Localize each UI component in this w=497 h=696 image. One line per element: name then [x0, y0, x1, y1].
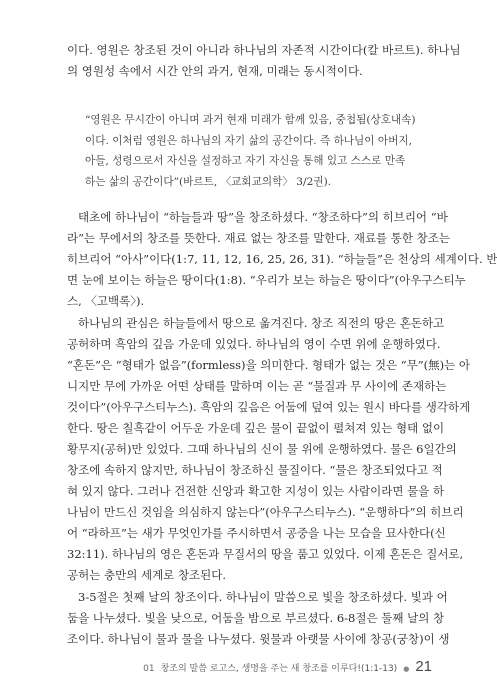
text-line: 한다. 땅은 칠흑같이 어두운 가운데 깊은 물이 끝없이 펼쳐져 있는 형태 없이 [67, 421, 445, 435]
quote-line: 아들, 성령으로서 자신을 설정하고 자기 자신을 통해 있고 스스로 만족 [85, 155, 406, 167]
text-line: 32:11). 하나님의 영은 혼돈과 무질서의 땅을 품고 있었다. 이제 혼돈은 질서로, [67, 547, 464, 561]
quote-line: 하는 삶의 공간이다”(바르트, 〈교회교의학〉 3/2권). [85, 175, 332, 188]
text-line: “혼돈”은 “형태가 없음”(formless)을 의미한다. 형태가 없는 것은 “무”(無)는 아 [67, 358, 470, 372]
text-line: 황무지(공허)만 있었다. 그때 하나님의 신이 물 위에 운행하였다. 물은 6일간의 [67, 442, 457, 456]
paragraph-top [67, 40, 461, 82]
text-line: 니지만 무에 가까운 어떤 상태를 말하며 이는 곧 “물질과 무 사이에 존재하는 [67, 379, 447, 393]
block-quote [85, 110, 421, 192]
page-number: 21 [415, 658, 432, 675]
page-footer [143, 658, 432, 675]
text-line: 이다. 영원은 창조된 것이 아니라 하나님의 자존적 시간이다(칼 바르트). 하나님 [67, 43, 461, 57]
text-line: 공허하며 흑암의 깊음 가운데 있었다. 하나님의 영이 수면 위에 운행하였다. [67, 337, 441, 351]
bullet-icon: ● [403, 665, 410, 673]
text-line: 공허는 충만의 세계로 창조된다. [67, 568, 227, 582]
text-line: 의 영원성 속에서 시간 안의 과거, 현재, 미래는 동시적이다. [67, 64, 363, 78]
text-line: 면 눈에 보이는 하늘은 땅이다(1:8). “우리가 보는 하늘은 땅이다”(아우구스티누 [67, 273, 466, 287]
text-line: 둠을 나누셨다. 빛을 낮으로, 어둠을 밤으로 부르셨다. 6-8절은 둘째 날의 창 [67, 611, 445, 625]
text-line: 창조에 속하지 않지만, 하나님이 창조하신 물질이다. “물은 창조되었다고 적 [67, 463, 443, 477]
quote-line: “영원은 무시간이 아니며 과거 현재 미래가 함께 있음, 중첩됨(상호내속) [85, 114, 416, 126]
text-line: 히브리어 “아사”이다(1:7, 11, 12, 16, 25, 26, 31). “하늘들”은 천상의 세계이다. 반 [67, 252, 497, 266]
text-line: 태초에 하나님이 “하늘들과 땅”을 창조하셨다. “창조하다”의 히브리어 “바 [78, 210, 448, 224]
text-line: 조이다. 하나님이 물과 물을 나누셨다. 윗물과 아랫물 사이에 창공(궁창)이 생 [67, 632, 450, 646]
paragraph-3 [67, 587, 450, 650]
quote-line: 이다. 이처럼 영원은 하나님의 자기 삶의 공간이다. 즉 하나님이 아버지, [85, 134, 412, 147]
text-line: 혀 있지 않다. 그러나 건전한 신앙과 확고한 지성이 있는 사람이라면 물을 하 [67, 484, 445, 498]
running-title: 창조의 말씀 로고스, 생명을 주는 새 창조를 이루다!(1:1-13) [160, 664, 398, 674]
text-line: 어 “라하프”는 새가 무엇인가를 주시하면서 공중을 나는 모습을 묘사한다(신 [67, 526, 446, 540]
text-line: 하나님의 관심은 하늘들에서 땅으로 옮겨진다. 창조 직전의 땅은 혼돈하고 [78, 316, 445, 330]
text-line: 라”는 무에서의 창조를 뜻한다. 재료 없는 창조를 말한다. 재료를 통한 창조는 [67, 231, 451, 245]
text-line: 3-5절은 첫째 날의 창조이다. 하나님이 말씀으로 빛을 창조하셨다. 빛과 어 [78, 590, 448, 604]
paragraph-2 [67, 313, 471, 586]
text-line: 스, 〈고백록〉). [67, 294, 145, 308]
text-line: 것이다”(아우구스티누스). 흑암의 깊음은 어둠에 덮여 있는 원시 바다를 생각하게 [67, 400, 471, 414]
chapter-number: 01 [143, 664, 155, 674]
text-line: 나님이 만드신 것임을 의심하지 않는다”(아우구스티누스). “운행하다”의 히브리 [67, 505, 464, 519]
paragraph-1 [67, 207, 497, 312]
